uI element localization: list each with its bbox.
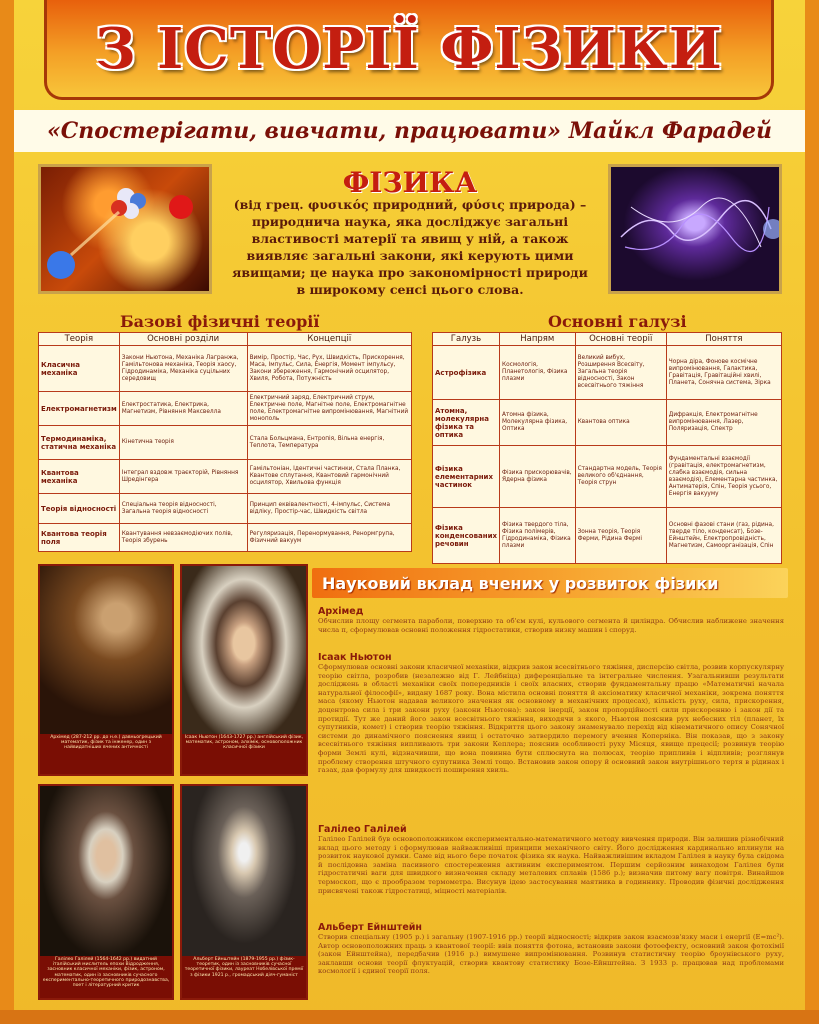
portrait-caption: Ісаак Ньютон (1643-1727 рр.) англійський фізик, математик, астроном, алхімік, основоположник класичної фізики (182, 734, 306, 774)
scientist-name: Архімед (318, 606, 364, 617)
table-cell: Фізика твердого тіла, Фізика полімерів, Гідродинаміка, Фізика плазми (500, 508, 576, 564)
portrait-einstein-image (182, 786, 306, 960)
table-cell: Регуляризація, Перенормування, Ренормгрупа, Фізичний вакуум (247, 524, 411, 552)
quote-banner (14, 110, 805, 152)
scientist-archimedes (318, 606, 784, 634)
basic-theories-title: Базові фізичні теорії (120, 312, 320, 331)
table-header: Поняття (666, 333, 781, 346)
portrait-galileo-image (40, 786, 172, 960)
scientist-name: Галілео Галілей (318, 824, 407, 835)
table-header: Основні розділи (119, 333, 247, 346)
physics-definition: (від грец. φυσικός природний, φύσις природа) – природнича наука, яка досліджує загальні властивості матерії та явищ у ній, а також виявляє загальні закони, які керують цими явищами; це наука про закономірності природи в широкому сенсі цього слова. (232, 197, 588, 297)
table-row (39, 524, 412, 552)
portrait-newton (180, 564, 308, 776)
table-row (39, 392, 412, 426)
physics-photo-left (38, 164, 212, 294)
quote-text: «Спостерігати, вивчати, працювати» Майкл Фарадей (46, 118, 773, 144)
table-cell: Стандартна модель, Теорія великого об'єднання, Теорія струн (575, 446, 666, 508)
table-cell: Квантова оптика (575, 400, 666, 446)
main-branches-title: Основні галузі (548, 312, 687, 331)
table-cell: Закони Ньютона, Механіка Лагранжа, Гамільтонова механіка, Теорія хаосу, Гідродинаміка, Механіка суцільних середовищ (119, 346, 247, 392)
portrait-archimedes (38, 564, 174, 776)
table-header: Основні теорії (575, 333, 666, 346)
physics-heading: ФІЗИКА (342, 166, 478, 199)
table-cell: Термодинаміка, статична механіка (39, 426, 120, 460)
table-row (39, 426, 412, 460)
table-row (39, 494, 412, 524)
table-cell: Дифракція, Електромагнітне випромінювання, Лазер, Поляризація, Спектр (666, 400, 781, 446)
table-row (39, 460, 412, 494)
table-header: Теорія (39, 333, 120, 346)
portrait-galileo (38, 784, 174, 1000)
table-cell: Принцип еквівалентності, 4-імпульс, Система відліку, Простір-час, Швидкість світла (247, 494, 411, 524)
scientist-text: Обчислив площу сегмента параболи, поверхню та об'єм кулі, кульового сегмента й циліндра. Обчислив наближене значення числа π, сформулював основні положення гідростатики, створив низку машин і споруд. (318, 617, 784, 634)
portrait-archimedes-image (40, 566, 172, 738)
scientists-header (312, 568, 788, 598)
table-cell: Атомна, молекулярна фізика та оптика (433, 400, 500, 446)
table-row (433, 446, 782, 508)
scientists-header-text: Науковий вклад вчених у розвиток фізики (322, 573, 719, 593)
portrait-caption: Галілео Галілей (1564-1642 рр.) видатний італійський мислитель епохи Відродження, засновник класичної механіки, фізик, астроном, математик, один із засновників сучасного експериментально-теоретичного природознавства, поет і літературний критик (40, 956, 172, 998)
table-cell: Спеціальна теорія відносності, Загальна теорія відносності (119, 494, 247, 524)
table-cell: Кінетична теорія (119, 426, 247, 460)
table-cell: Теорія відносності (39, 494, 120, 524)
table-header: Галузь (433, 333, 500, 346)
table-row (433, 346, 782, 400)
table-row (39, 346, 412, 392)
portrait-einstein (180, 784, 308, 1000)
portrait-caption: Архімед (287-212 рр. до н.е.) давньогрецький математик, фізик та інженер, один з найвидатніших вчених античності (40, 734, 172, 774)
scientist-text: Створив спеціальну (1905 р.) і загальну (1907-1916 рр.) теорії відносності; відкрив закон взаємозв'язку маси і енергії (E=mc²). Автор основоположних праць з квантової теорії: ввів поняття фотона, встановив закони фотоефекту, основний закон фотохімії (закон Ейнштейна), передбачив (1916 р.) вимушене випромінювання. Розвинув статистичну теорію броунівського руху, заклавши основи теорії флуктуацій, створив квантову статистику Бозе-Ейнштейна. З 1933 р. працював над проблемами космології і єдиної теорії поля. (318, 933, 784, 976)
table-cell: Квантова теорія поля (39, 524, 120, 552)
portrait-caption: Альберт Ейнштейн (1879-1955 рр.) фізик-теоретик, один із засновників сучасної теоретичної фізики, лауреат Нобелівської премії з фізики 1921 р., громадський діяч-гуманіст (182, 956, 306, 998)
table-cell: Електричний заряд, Електричний струм, Електричне поле, Магнітне поле, Електромагнітне поле, Електромагнітне випромінювання, Магнітний монополь (247, 392, 411, 426)
table-row (433, 400, 782, 446)
scientist-newton (318, 652, 784, 775)
table-cell: Атомна фізика, Молекулярна фізика, Оптика (500, 400, 576, 446)
table-cell: Фізика елементарних частинок (433, 446, 500, 508)
table-cell: Квантування невзаємодіючих полів, Теорія збурень (119, 524, 247, 552)
scientist-einstein (318, 922, 784, 976)
scientist-text: Сформулював основні закони класичної механіки, відкрив закон всесвітнього тяжіння, дисперсію світла, розвив корпускулярну теорію світла, розробив (незалежно від Г. Лейбніца) диференціальне та інтегральне числення. Узагальнивши результати досліджень в області механіки своїх попередників і своїх власних, створив фундаментальну працю «Математичні начала натуральної філософії», видану 1687 року. Вона містила основні поняття й аксіоматику класичної механіки, зокрема поняття маса (якому Ньютон надавав великого значення як основному в механічних процесах), кількість руху, сила, прискорення, доцентрова сила і три закони руху (закони Ньютона): закон інерції, закон пропорційності сили прискоренню і закон дії та протидії. Тут же даний його закон всесвітнього тяжіння, виходячи з якого, Ньютон пояснив рух небесних тіл (планет, їх супутників, комет) і створив теорію тяжіння. Відкриття цього закону знаменувало перехід від кінематичного опису Сонячної системи до динамічного пояснення явищ і остаточно затвердило перемогу вчення Коперніка. Він показав, що з закону всесвітнього тяжіння випливають три закони Кеплера; пояснив особливості руху Місяця, явище прецесії; розвинув теорію форми Землі кулі, відзначивши, що вона повинна бути сплюснута на полюсах, теорію припливів і відпливів; розглянув проблему створення штучного супутника Землі тощо. Встановив закон опору й основний закон внутрішнього тертя в рідинах і газах, дав формулу для швидкості поширення хвиль. (318, 663, 784, 775)
table-cell: Фізика конденсованих речовин (433, 508, 500, 564)
portrait-newton-image (182, 566, 306, 738)
table-cell: Основні фазові стани (газ, рідина, тверде тіло, конденсат), Бозе-Ейнштейн, Електропровідність, Магнетизм, Самоорганізація, Спін (666, 508, 781, 564)
scientist-galileo (318, 824, 784, 895)
table-cell: Квантова механіка (39, 460, 120, 494)
table-cell: Гамільтоніан, Ідентичні частинки, Стала Планка, Квантове сплутання, Квантовий гармонічний осцилятор, Хвильова функція (247, 460, 411, 494)
table-header: Напрям (500, 333, 576, 346)
table-cell: Класична механіка (39, 346, 120, 392)
table-cell: Електромагнетизм (39, 392, 120, 426)
table-cell: Інтеграл вздовж траєкторій, Рівняння Шредінгера (119, 460, 247, 494)
table-cell: Зонна теорія, Теорія Ферми, Рідина Фермі (575, 508, 666, 564)
table-cell: Великий вибух, Розширення Всесвіту, Загальна теорія відносності, Закон всесвітнього тяжіння (575, 346, 666, 400)
table-cell: Астрофізика (433, 346, 500, 400)
bottom-border (0, 1010, 819, 1024)
table-cell: Вимір, Простір, Час, Рух, Швидкість, Прискорення, Маса, Імпульс, Сила, Енергія, Момент імпульсу, Закони збереження, Гармонічний осцилятор, Хвиля, Робота, Потужність (247, 346, 411, 392)
scientist-name: Альберт Ейнштейн (318, 922, 422, 933)
table-cell: Електростатика, Електрика, Магнетизм, Рівняння Максвелла (119, 392, 247, 426)
table-row (433, 508, 782, 564)
atom-illustration (41, 167, 209, 291)
table-header: Концепції (247, 333, 411, 346)
table-cell: Чорна діра, Фонове космічне випромінювання, Галактика, Гравітація, Гравітаційні хвилі, Планета, Сонячна система, Зірка (666, 346, 781, 400)
main-branches-table (432, 332, 782, 564)
plasma-illustration (611, 167, 779, 291)
scientist-name: Ісаак Ньютон (318, 652, 392, 663)
table-cell: Фундаментальні взаємодії (гравітація, електромагнетизм, слабка взаємодія, сильна взаємодія), Елементарна частинка, Антиматерія, Спін, Теорія усього, Енергія вакууму (666, 446, 781, 508)
basic-theories-table (38, 332, 412, 552)
table-cell: Стала Больцмана, Ентропія, Вільна енергія, Теплота, Температура (247, 426, 411, 460)
scientist-text: Галілео Галілей був основоположником експериментально-математичного методу вивчення природи. Він залишив різнобічний вклад цього методу і сформулював найважливіші принципи механічного світу. Його дослідження кардинально вплинули на розвиток наукової думки. Саме від нього бере початок фізика як наука. Найважливішим вкладом Галілея в науку була свідома й послідовна заміна пасивного спостереження активним експериментом. Першим серйозним винаходом Галілея були гідростатичні ваги для швидкого визначення складу металевих сплавів (1586 р.); визначив питому вагу повітря. Винайшов термоскоп, що є прообразом термометра. Висунув ідею застосування маятника в годиннику. Проводив фізичні дослідження присвячені також гідростатиці, міцності матеріалів. (318, 835, 784, 895)
table-cell: Космологія, Планетологія, Фізика плазми (500, 346, 576, 400)
table-cell: Фізика прискорювачів, Ядерна фізика (500, 446, 576, 508)
physics-photo-right (608, 164, 782, 294)
page-title: З ІСТОРІЇ ФІЗИКИ (95, 15, 723, 82)
title-banner (44, 0, 774, 100)
